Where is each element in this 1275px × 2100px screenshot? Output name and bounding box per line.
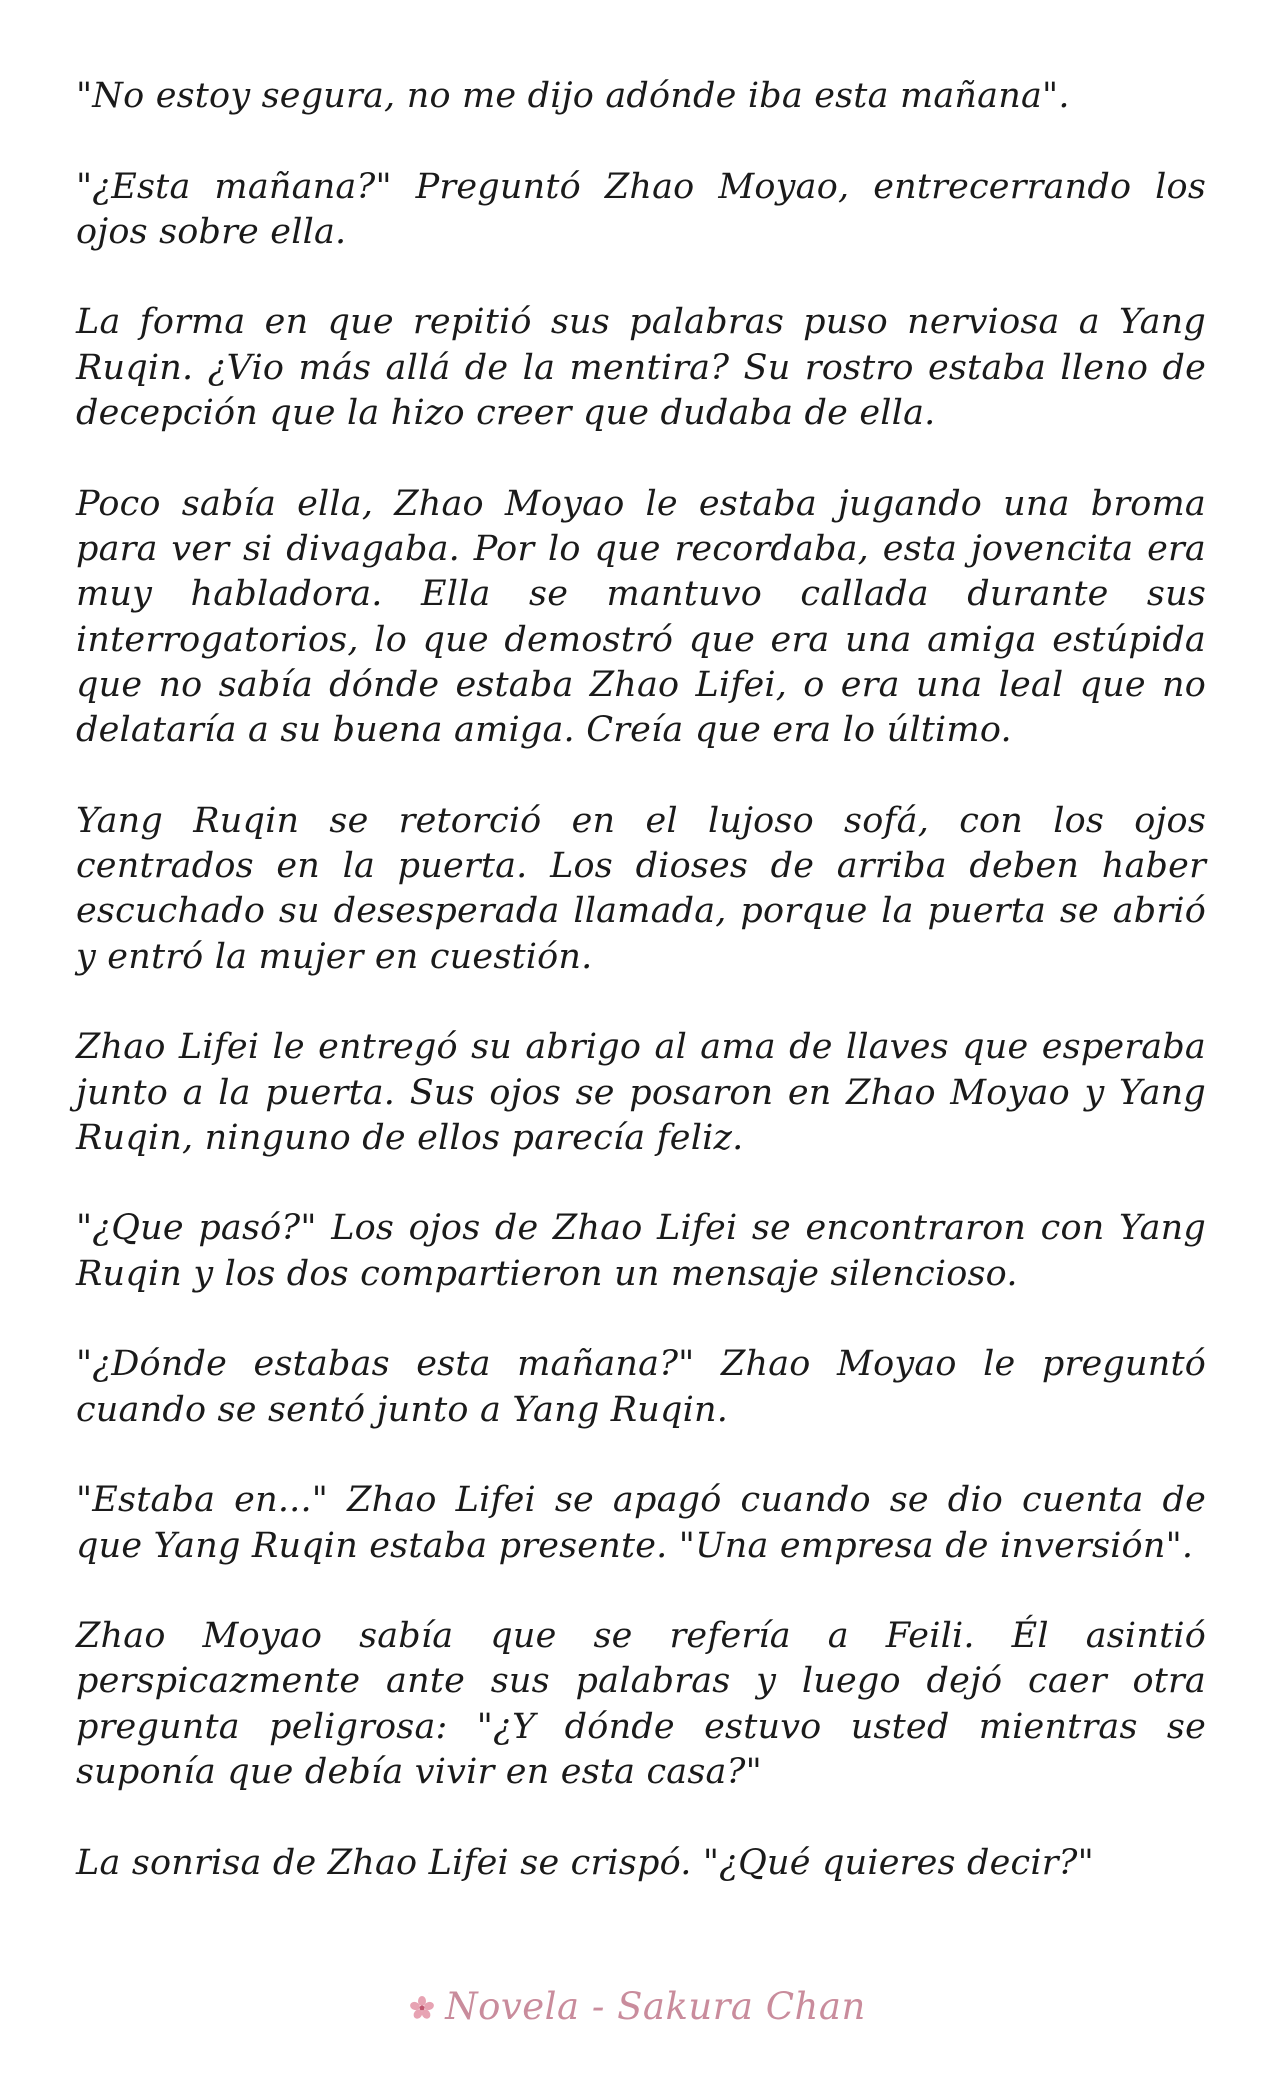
- paragraph-11: La sonrisa de Zhao Lifei se crispó. "¿Qué quieres decir?": [76, 1842, 1094, 1883]
- watermark-text: Novela - Sakura Chan: [445, 1985, 866, 2028]
- paragraph-6: Zhao Lifei le entregó su abrigo al ama de llaves que esperaba junto a la puerta. Sus ojos se posaron en Zhao Moyao y Yang Ruqin, ninguno de ellos parecía feliz.: [76, 1027, 1206, 1158]
- paragraph-1: "No estoy segura, no me dijo adónde iba esta mañana".: [76, 76, 1070, 116]
- paragraph-5: Yang Ruqin se retorció en el lujoso sofá, con los ojos centrados en la puerta. Los dioses de arriba deben haber escuchado su desesperada llamada, porque la puerta se abrió y entró la mujer en cuestión.: [76, 800, 1206, 977]
- paragraph-7: "¿Que pasó?" Los ojos de Zhao Lifei se encontraron con Yang Ruqin y los dos compartieron un mensaje silencioso.: [76, 1208, 1206, 1294]
- paragraph-9: "Estaba en..." Zhao Lifei se apagó cuando se dio cuenta de que Yang Ruqin estaba presente. "Una empresa de inversión".: [76, 1480, 1206, 1566]
- paragraph-4: Poco sabía ella, Zhao Moyao le estaba jugando una broma para ver si divagaba. Por lo que recordaba, esta jovencita era muy habladora. Ella se mantuvo callada durante sus interrogatorios, lo que demostró que era una amiga estúpida que no sabía dónde estaba Zhao Lifei, o era una leal que no delataría a su buena amiga. Creía que era lo último.: [76, 483, 1206, 751]
- document-body: [76, 74, 1206, 1886]
- sakura-flower-icon: [409, 1987, 435, 2013]
- paragraph-8: "¿Dónde estabas esta mañana?" Zhao Moyao le preguntó cuando se sentó junto a Yang Ruqin.: [76, 1344, 1206, 1430]
- paragraph-3: La forma en que repitió sus palabras puso nerviosa a Yang Ruqin. ¿Vio más allá de la mentira? Su rostro estaba lleno de decepción que la hizo creer que dudaba de ella.: [76, 302, 1206, 434]
- watermark: [0, 1985, 1275, 2028]
- paragraph-2: "¿Esta mañana?" Preguntó Zhao Moyao, entrecerrando los ojos sobre ella.: [76, 166, 1206, 252]
- paragraph-10: Zhao Moyao sabía que se refería a Feili. Él asintió perspicazmente ante sus palabras y luego dejó caer otra pregunta peligrosa: "¿Y dónde estuvo usted mientras se suponía que debía vivir en esta casa?": [76, 1616, 1206, 1792]
